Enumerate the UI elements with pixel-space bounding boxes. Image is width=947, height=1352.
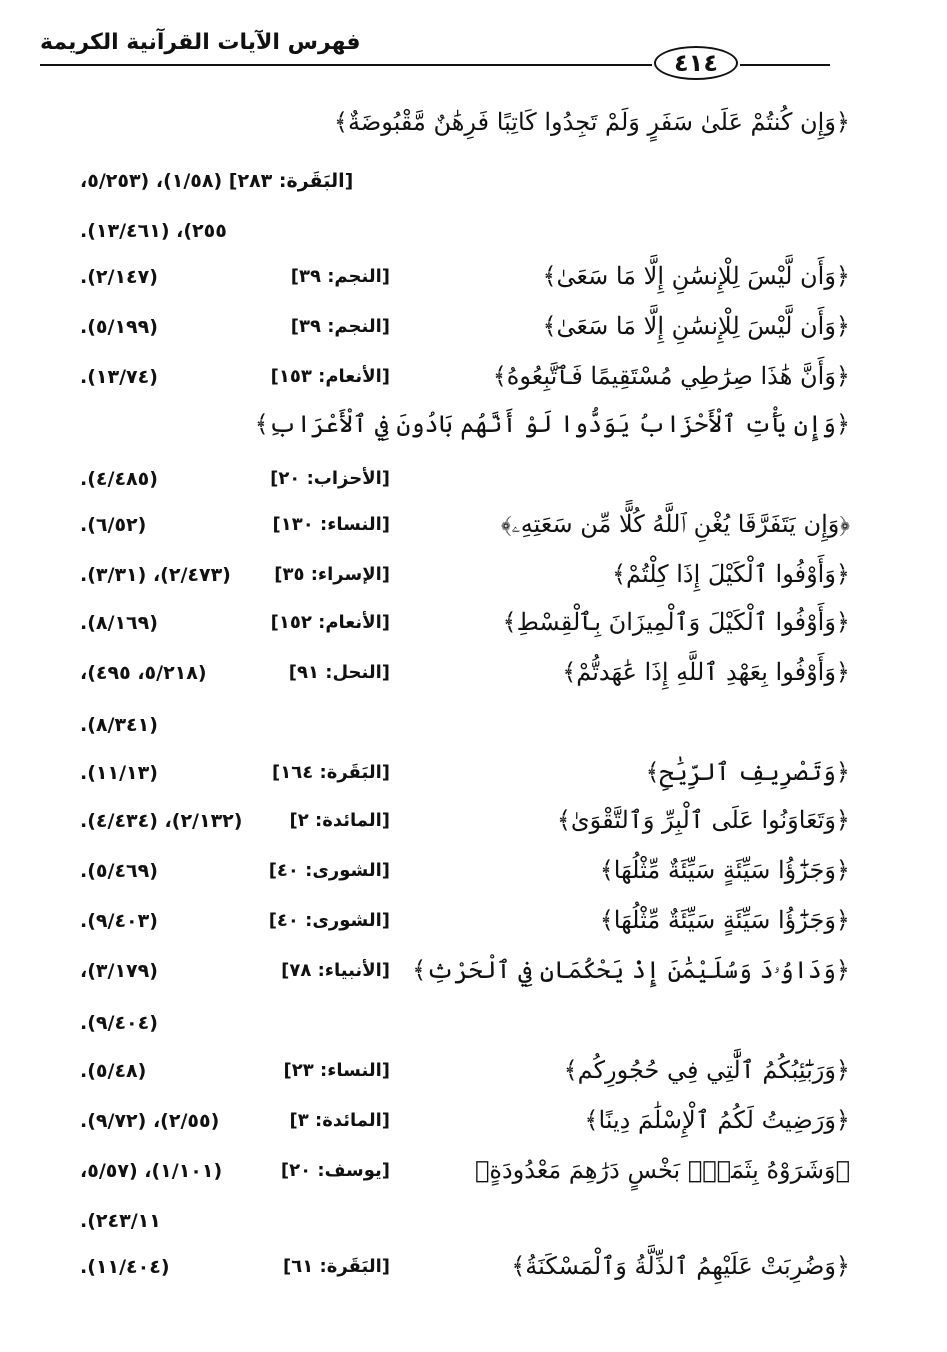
references: ٢٤٣/١١).: [80, 1210, 161, 1232]
surah-reference: [المائدة: ٢]: [289, 810, 390, 831]
surah-reference: [البَقَرة: ٦١]: [283, 1256, 390, 1277]
index-entry: [60, 704, 850, 748]
index-entry: [60, 554, 850, 598]
surah-reference: [الأنعام: ١٥٣]: [270, 366, 390, 387]
index-entry: [60, 1002, 850, 1046]
verse-text: ﴿وَرَبَٰٓئِبُكُمُ ٱلَّٰتِي فِي حُجُورِكُم﴾: [563, 1056, 850, 1084]
surah-reference: [النساء: ١٣٠]: [272, 514, 390, 535]
index-entry: [60, 850, 850, 894]
surah-reference: [النساء: ٢٣]: [283, 1060, 390, 1081]
index-entry: [60, 1150, 850, 1194]
verse-text: ﴿وَأَن لَّيْسَ لِلْإِنسَٰنِ إِلَّا مَا سَعَىٰ﴾: [542, 262, 850, 290]
surah-reference: [المائدة: ٣]: [289, 1110, 390, 1131]
surah-reference: [الأنبياء: ٧٨]: [281, 960, 390, 981]
verse-text: ﴿وَأَوْفُوا ٱلْكَيْلَ إِذَا كِلْتُمْ﴾: [611, 560, 850, 588]
surah-reference: [يوسف: ٢٠]: [280, 1160, 390, 1181]
surah-reference: [الأنعام: ١٥٢]: [270, 612, 390, 633]
index-entry: [60, 256, 850, 300]
surah-reference: [البَقَرة: ١٦٤]: [272, 762, 390, 783]
index-entry: [60, 160, 850, 204]
references: (٩/٤٠٣).: [80, 910, 158, 932]
references: (٢/٤٧٣)، (٣/٣١).: [80, 564, 231, 586]
index-entry: [60, 210, 850, 254]
surah-reference: [النجم: ٣٩]: [290, 316, 390, 337]
index-entry: [60, 752, 850, 796]
references: (٩/٤٠٤).: [80, 1012, 158, 1034]
references: (٥/١٩٩).: [80, 316, 158, 338]
references: (٢/١٤٧).: [80, 266, 158, 288]
verse-text: ﴿وَإِن كُنتُمْ عَلَىٰ سَفَرٍ وَلَمْ تَجِدُوا كَاتِبًا فَرِهَٰنٌ مَّقْبُوضَةٌ﴾: [333, 108, 850, 136]
index-entry: [60, 950, 850, 994]
index-entry: [60, 1200, 850, 1244]
index-entry: [60, 1246, 850, 1290]
references: (١١/١٣).: [80, 762, 158, 784]
verse-text: ﴿وَأَوْفُوا بِعَهْدِ ٱللَّهِ إِذَا عَٰهَدتُّمْ﴾: [562, 658, 850, 686]
index-entry: [60, 1050, 850, 1094]
references: (٣/١٧٩)،: [80, 960, 158, 982]
references: (٢/١٣٢)، (٤/٤٣٤).: [80, 810, 243, 832]
verse-text: ﴿وَجَزَٰٓؤُا سَيِّئَةٍ سَيِّئَةٌ مِّثْلُهَا﴾: [599, 856, 850, 884]
references: (٥/٢١٨، ٤٩٥)،: [80, 662, 207, 684]
verse-text: ﴿وَشَرَوْهُ بِثَمَنٍۭ بَخْسٍ دَرَٰهِمَ مَعْدُودَةٍ﴾: [475, 1156, 850, 1184]
surah-reference: [الشورى: ٤٠]: [268, 860, 390, 881]
header-rule: [740, 64, 830, 66]
references: (٢/٥٥)، (٩/٧٢).: [80, 1110, 220, 1132]
verse-text: ﴿وَدَاوُۥدَ وَسُلَيْمَٰنَ إِذْ يَحْكُمَانِ فِي ٱلْحَرْثِ﴾: [412, 956, 850, 984]
surah-reference: [الشورى: ٤٠]: [268, 910, 390, 931]
references: (١٣/٧٤).: [80, 366, 158, 388]
verse-text: ﴿وَضُرِبَتْ عَلَيْهِمُ ٱلذِّلَّةُ وَٱلْمَسْكَنَةُ﴾: [511, 1252, 850, 1280]
index-entry: [60, 652, 850, 696]
references: ٢٥٥)، (١٣/٤٦١).: [80, 220, 227, 242]
verse-text: ﴿وَرَضِيتُ لَكُمُ ٱلْإِسْلَٰمَ دِينًا﴾: [584, 1106, 850, 1134]
index-entry: [60, 458, 850, 502]
index-entry: [60, 404, 850, 448]
surah-reference: [النحل: ٩١]: [288, 662, 390, 683]
references: (٥/٤٨).: [80, 1060, 147, 1082]
verse-text: ﴿وَتَعَاوَنُوا عَلَى ٱلْبِرِّ وَٱلتَّقْوَىٰ﴾: [556, 806, 850, 834]
verse-text: ﴿وَأَنَّ هَٰذَا صِرَٰطِي مُسْتَقِيمًا فَٱتَّبِعُوهُ﴾: [492, 362, 850, 390]
index-entry: [60, 900, 850, 944]
verse-text: ﴿وَأَن لَّيْسَ لِلْإِنسَٰنِ إِلَّا مَا سَعَىٰ﴾: [542, 312, 850, 340]
header-title: فهرس الآيات القرآنية الكريمة: [40, 30, 361, 55]
references: (٥/٤٦٩).: [80, 860, 158, 882]
verse-text: ﴿وَأَوْفُوا ٱلْكَيْلَ وَٱلْمِيزَانَ بِٱلْقِسْطِ﴾: [502, 608, 850, 636]
header-rule: [40, 64, 652, 66]
surah-reference: [النجم: ٣٩]: [290, 266, 390, 287]
references: (٨/١٦٩).: [80, 612, 158, 634]
references: (٨/٣٤١).: [80, 714, 158, 736]
references: (١١/٤٠٤).: [80, 1256, 170, 1278]
verse-text: ﴿وَتَصْرِيفِ ٱلرِّيَٰحِ﴾: [645, 758, 850, 786]
references: [البَقَرة: ٢٨٣] (١/٥٨)، (٥/٢٥٣،: [80, 170, 354, 192]
references: (١/١٠١)، (٥/٥٧،: [80, 1160, 223, 1182]
index-entry: [60, 1100, 850, 1144]
references: (٦/٥٢).: [80, 514, 147, 536]
page-number: ٤١٤: [654, 46, 738, 80]
surah-reference: [الأحزاب: ٢٠]: [270, 468, 390, 489]
index-entry: [60, 356, 850, 400]
index-entry: [60, 306, 850, 350]
index-entry: [60, 504, 850, 548]
verse-text: ﴿وَإِن يَتَفَرَّقَا يُغْنِ ٱللَّهُ كُلًّا مِّن سَعَتِهِۦ﴾: [501, 510, 850, 538]
index-entry: [60, 602, 850, 646]
verse-text: ﴿وَجَزَٰٓؤُا سَيِّئَةٍ سَيِّئَةٌ مِّثْلُهَا﴾: [599, 906, 850, 934]
references: (٤/٤٨٥).: [80, 468, 158, 490]
verse-text: ﴿وَإِن يَأْتِ ٱلْأَحْزَابُ يَوَدُّوا لَوْ أَنَّهُم بَادُونَ فِي ٱلْأَعْرَابِ﴾: [254, 410, 850, 438]
surah-reference: [الإسراء: ٣٥]: [274, 564, 390, 585]
index-entry: [60, 102, 850, 146]
index-entry: [60, 800, 850, 844]
